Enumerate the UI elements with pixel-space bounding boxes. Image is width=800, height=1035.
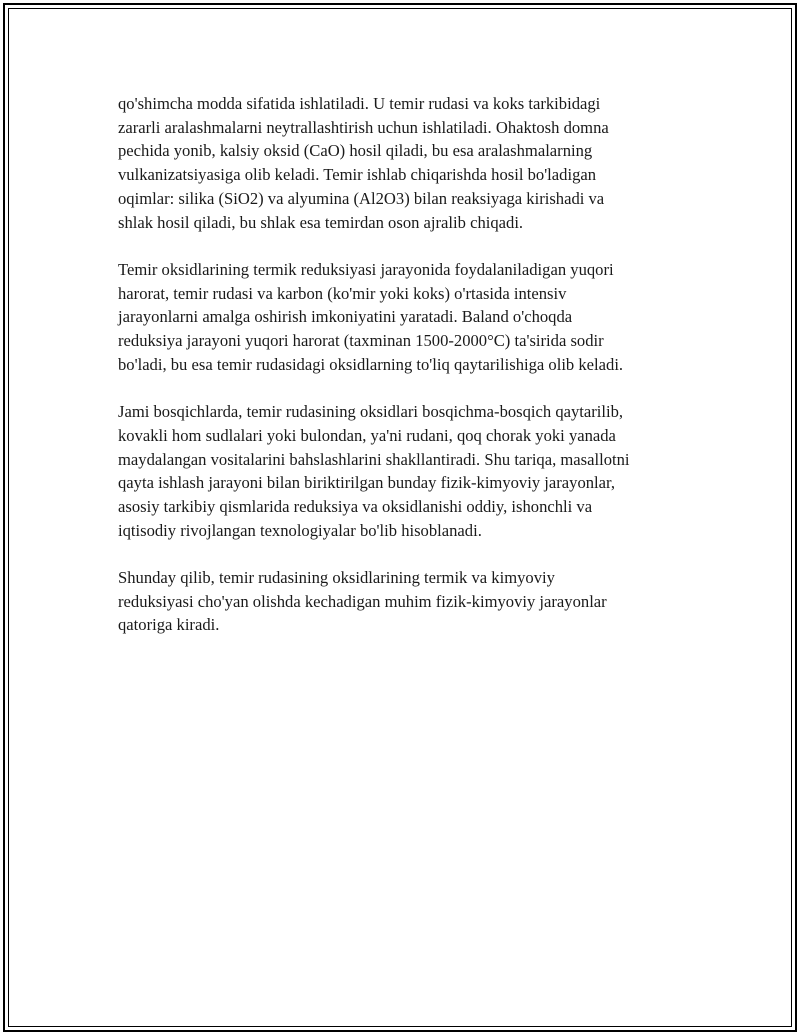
text-line: shlak hosil qiladi, bu shlak esa temirdan oson ajralib chiqadi. bbox=[118, 212, 524, 232]
text-line: kovakli hom sudlalari yoki bulondan, ya'ni rudani, qoq chorak yoki yanada bbox=[118, 425, 616, 445]
paragraph-1 bbox=[118, 92, 718, 234]
text-line: qo'shimcha modda sifatida ishlatiladi. U temir rudasi va koks tarkibidagi bbox=[118, 94, 601, 113]
paragraph-3 bbox=[118, 400, 718, 542]
text-line: asosiy tarkibiy qismlarida reduksiya va oksidlanishi oddiy, ishonchli va bbox=[118, 496, 593, 516]
text-line: zararli aralashmalarni neytrallashtirish uchun ishlatiladi. Ohaktosh domna bbox=[118, 117, 609, 137]
text-line: Shunday qilib, temir rudasining oksidlarining termik va kimyoviy bbox=[118, 568, 555, 588]
text-line: jarayonlarni amalga oshirish imkoniyatini yaratadi. Baland o'choqda bbox=[118, 307, 573, 327]
text-line: iqtisodiy rivojlangan texnologiyalar bo'lib hisoblanadi. bbox=[118, 520, 482, 540]
text-line: reduksiya jarayoni yuqori harorat (taxminan 1500-2000°C) ta'sirida sodir bbox=[118, 331, 604, 351]
text-line: pechida yonib, kalsiy oksid (CaO) hosil qiladi, bu esa aralashmalarning bbox=[118, 141, 593, 161]
document-body bbox=[118, 92, 718, 661]
text-line: bo'ladi, bu esa temir rudasidagi oksidlarning to'liq qaytarilishiga olib keladi. bbox=[118, 354, 624, 374]
text-line: vulkanizatsiyasiga olib keladi. Temir ishlab chiqarishda hosil bo'ladigan bbox=[118, 165, 597, 185]
text-line: Temir oksidlarining termik reduksiyasi jarayonida foydalaniladigan yuqori bbox=[118, 259, 614, 279]
text-line: reduksiyasi cho'yan olishda kechadigan muhim fizik-kimyoviy jarayonlar bbox=[118, 591, 607, 611]
text-line: harorat, temir rudasi va karbon (ko'mir yoki koks) o'rtasida intensiv bbox=[118, 283, 567, 303]
text-line: Jami bosqichlarda, temir rudasining oksidlari bosqichma-bosqich qaytarilib, bbox=[118, 402, 624, 422]
paragraph-2 bbox=[118, 258, 718, 377]
text-line: maydalangan vositalarini bahslashlarini shakllantiradi. Shu tariqa, masallotni bbox=[118, 449, 630, 469]
text-line: qatoriga kiradi. bbox=[118, 615, 220, 635]
text-line: oqimlar: silika (SiO2) va alyumina (Al2O3) bilan reaksiyaga kirishadi va bbox=[118, 188, 605, 208]
paragraph-4 bbox=[118, 566, 718, 637]
text-line: qayta ishlash jarayoni bilan biriktirilgan bunday fizik-kimyoviy jarayonlar, bbox=[118, 473, 616, 493]
